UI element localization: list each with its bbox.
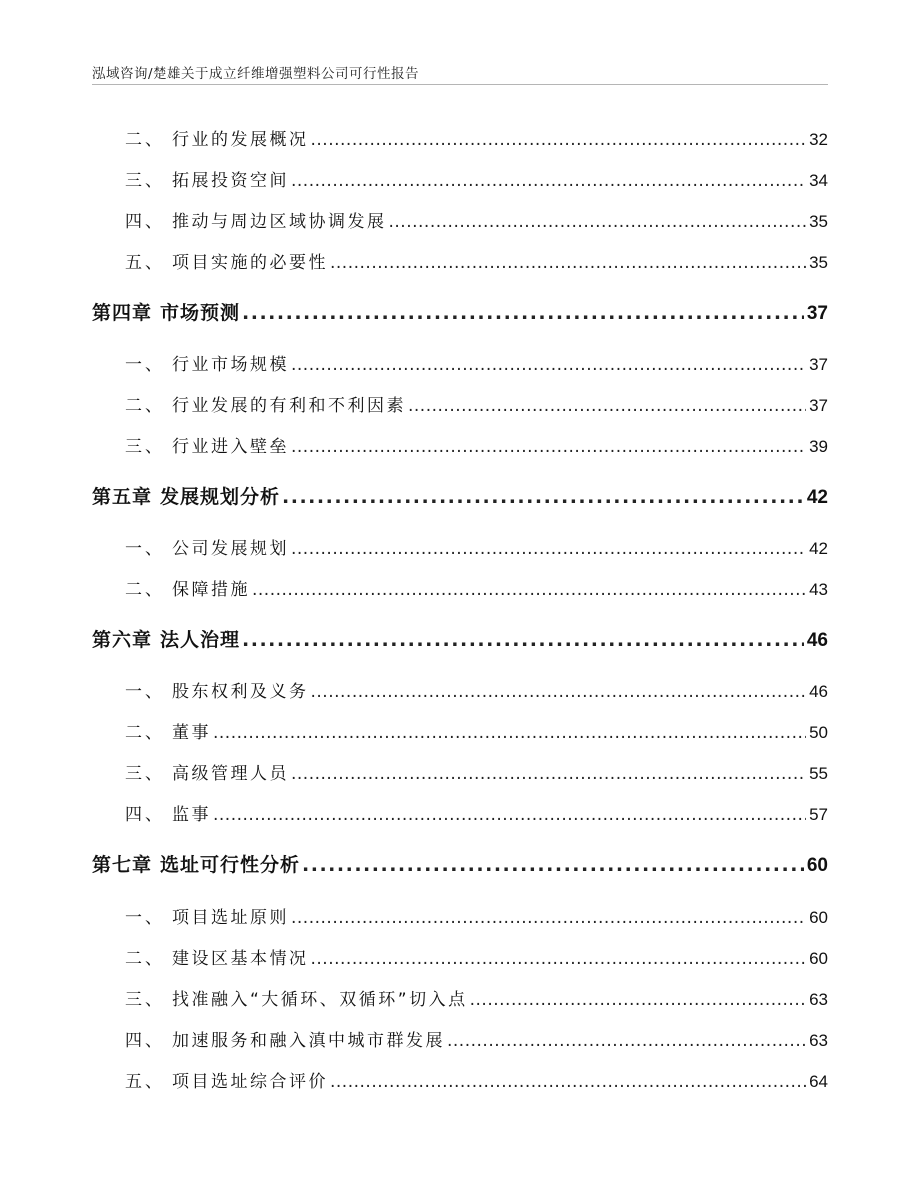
entry-title: 行业市场规模 — [172, 355, 289, 375]
toc-section-entry[interactable] — [125, 534, 828, 559]
dot-leader — [311, 949, 807, 969]
toc-section-entry[interactable] — [125, 718, 828, 743]
dot-leader — [242, 629, 804, 651]
dot-leader — [213, 723, 806, 743]
page-number: 37 — [809, 355, 828, 374]
toc-section-entry[interactable] — [125, 985, 828, 1010]
dot-leader — [213, 805, 806, 825]
toc-section-entry[interactable] — [125, 1026, 828, 1051]
toc-section-entry[interactable] — [125, 248, 828, 273]
page-number: 64 — [809, 1072, 828, 1091]
dot-leader — [311, 130, 807, 150]
section-number: 二、 — [125, 723, 165, 743]
toc-section-entry[interactable] — [125, 1067, 828, 1092]
page-number: 43 — [809, 580, 828, 599]
entry-title: 推动与周边区域协调发展 — [172, 212, 387, 232]
toc-section-entry[interactable] — [125, 800, 828, 825]
toc-chapter-entry[interactable] — [92, 850, 828, 877]
toc-section-entry[interactable] — [125, 677, 828, 702]
toc-section-entry[interactable] — [125, 207, 828, 232]
toc-section-entry[interactable] — [125, 575, 828, 600]
entry-title: 项目实施的必要性 — [172, 253, 328, 273]
dot-leader — [330, 253, 806, 273]
dot-leader — [291, 539, 806, 559]
page-number: 60 — [806, 855, 828, 876]
entry-title: 拓展投资空间 — [172, 171, 289, 191]
section-number: 二、 — [125, 949, 165, 969]
dot-leader — [242, 302, 804, 324]
toc-chapter-entry[interactable] — [92, 482, 828, 509]
entry-title: 监事 — [172, 805, 211, 825]
toc-section-entry[interactable] — [125, 903, 828, 928]
entry-title: 行业的发展概况 — [172, 130, 309, 150]
entry-title: 建设区基本情况 — [172, 949, 309, 969]
page-number: 63 — [809, 990, 828, 1009]
dot-leader — [291, 437, 806, 457]
page-number: 42 — [806, 487, 828, 508]
entry-title: 市场预测 — [160, 302, 241, 324]
section-number: 二、 — [125, 396, 165, 416]
toc-section-entry[interactable] — [125, 350, 828, 375]
chapter-number: 第七章 — [92, 854, 153, 876]
page-number: 34 — [809, 171, 828, 190]
toc-section-entry[interactable] — [125, 166, 828, 191]
section-number: 五、 — [125, 1072, 165, 1092]
toc-chapter-entry[interactable] — [92, 298, 828, 325]
section-number: 三、 — [125, 171, 165, 191]
section-number: 三、 — [125, 437, 165, 457]
section-number: 二、 — [125, 130, 165, 150]
entry-title: 选址可行性分析 — [160, 854, 301, 876]
toc-chapter-entry[interactable] — [92, 625, 828, 652]
page-number: 60 — [809, 908, 828, 927]
page-number: 37 — [809, 396, 828, 415]
dot-leader — [252, 580, 806, 600]
page-number: 35 — [809, 253, 828, 272]
entry-title: 项目选址原则 — [172, 908, 289, 928]
dot-leader — [447, 1031, 806, 1051]
entry-title: 行业发展的有利和不利因素 — [172, 396, 406, 416]
section-number: 三、 — [125, 990, 165, 1010]
section-number: 一、 — [125, 682, 165, 702]
header-divider — [92, 84, 828, 85]
entry-title: 董事 — [172, 723, 211, 743]
dot-leader — [291, 908, 806, 928]
dot-leader — [311, 682, 807, 702]
entry-title: 发展规划分析 — [160, 486, 281, 508]
page-number: 39 — [809, 437, 828, 456]
page-number: 60 — [809, 949, 828, 968]
dot-leader — [389, 212, 807, 232]
toc-section-entry[interactable] — [125, 944, 828, 969]
toc-section-entry[interactable] — [125, 391, 828, 416]
page-number: 46 — [806, 630, 828, 651]
dot-leader — [302, 854, 804, 876]
dot-leader — [291, 171, 806, 191]
page-number: 57 — [809, 805, 828, 824]
entry-title: 法人治理 — [160, 629, 241, 651]
page-number: 63 — [809, 1031, 828, 1050]
toc-section-entry[interactable] — [125, 125, 828, 150]
toc-section-entry[interactable] — [125, 759, 828, 784]
page-number: 42 — [809, 539, 828, 558]
dot-leader — [470, 990, 806, 1010]
section-number: 四、 — [125, 805, 165, 825]
entry-title: 行业进入壁垒 — [172, 437, 289, 457]
page-number: 55 — [809, 764, 828, 783]
section-number: 三、 — [125, 764, 165, 784]
entry-title: 找准融入“大循环、双循环”切入点 — [172, 990, 468, 1010]
entry-title: 项目选址综合评价 — [172, 1072, 328, 1092]
entry-title: 保障措施 — [172, 580, 250, 600]
entry-title: 高级管理人员 — [172, 764, 289, 784]
page-number: 32 — [809, 130, 828, 149]
section-number: 一、 — [125, 908, 165, 928]
toc-section-entry[interactable] — [125, 432, 828, 457]
chapter-number: 第四章 — [92, 302, 153, 324]
page-number: 35 — [809, 212, 828, 231]
chapter-number: 第六章 — [92, 629, 153, 651]
section-number: 五、 — [125, 253, 165, 273]
entry-title: 股东权利及义务 — [172, 682, 309, 702]
chapter-number: 第五章 — [92, 486, 153, 508]
section-number: 四、 — [125, 212, 165, 232]
dot-leader — [282, 486, 804, 508]
page-number: 50 — [809, 723, 828, 742]
section-number: 一、 — [125, 355, 165, 375]
page-number: 46 — [809, 682, 828, 701]
dot-leader — [291, 355, 806, 375]
entry-title: 加速服务和融入滇中城市群发展 — [172, 1031, 445, 1051]
running-header: 泓域咨询/楚雄关于成立纤维增强塑料公司可行性报告 — [92, 66, 420, 82]
entry-title: 公司发展规划 — [172, 539, 289, 559]
dot-leader — [330, 1072, 806, 1092]
section-number: 四、 — [125, 1031, 165, 1051]
page-number: 37 — [806, 303, 828, 324]
section-number: 一、 — [125, 539, 165, 559]
dot-leader — [408, 396, 806, 416]
dot-leader — [291, 764, 806, 784]
section-number: 二、 — [125, 580, 165, 600]
